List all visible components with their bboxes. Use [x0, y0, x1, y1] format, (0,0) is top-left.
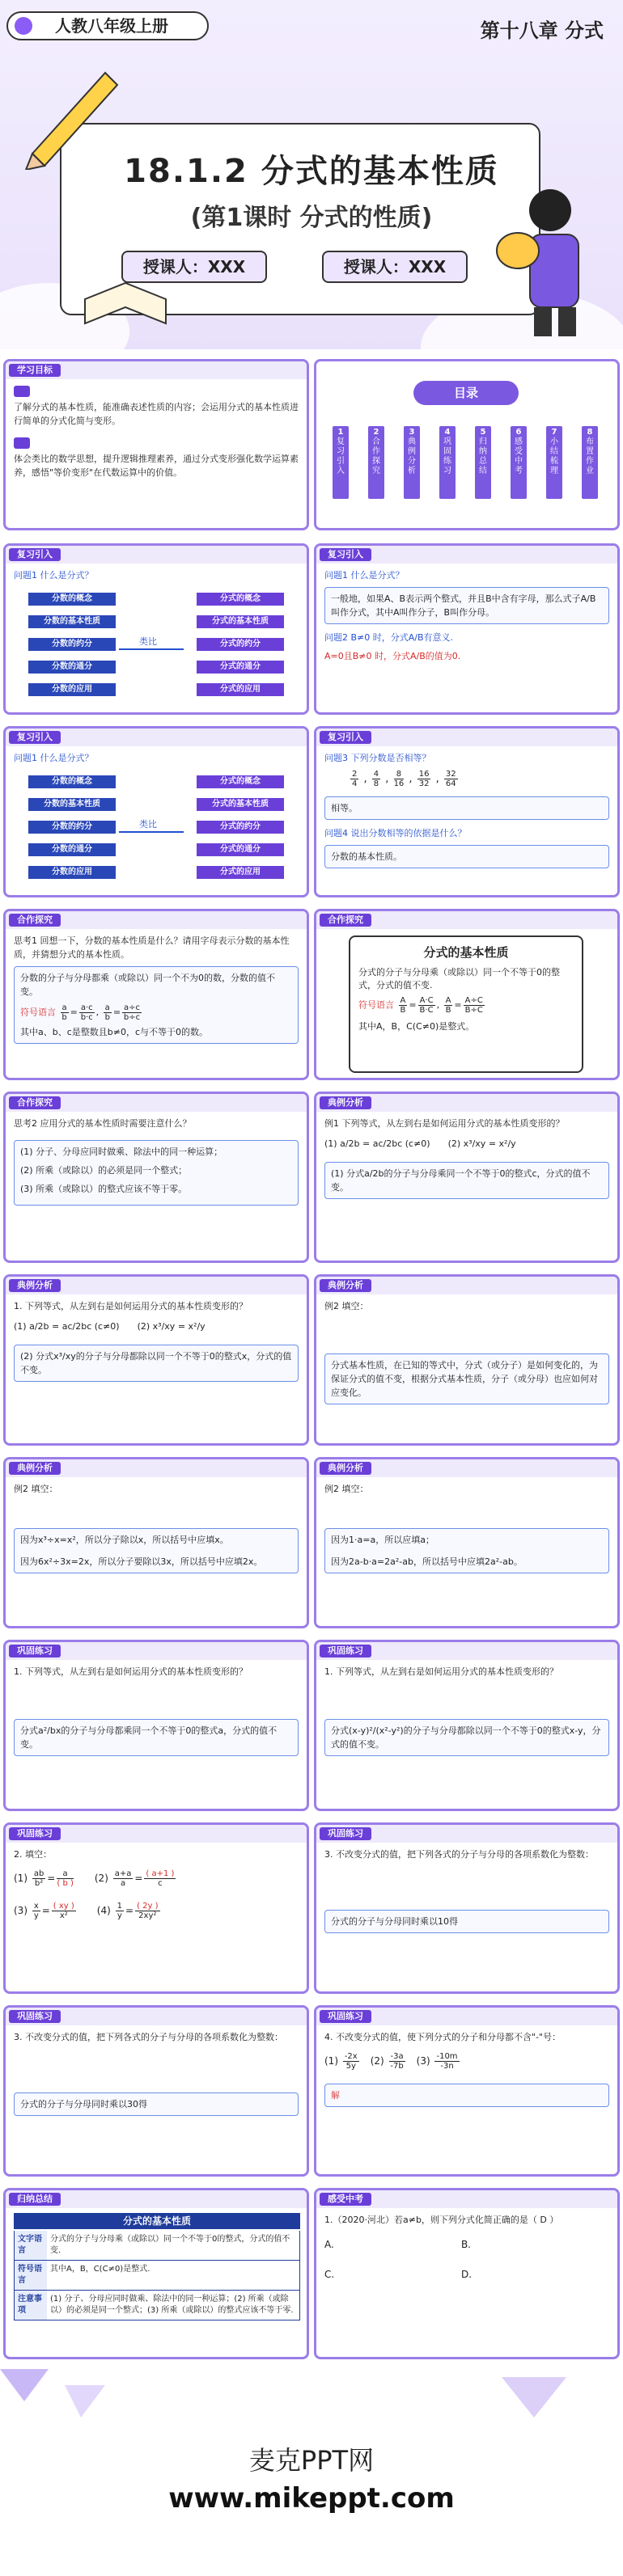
toc-title: [413, 381, 519, 405]
slide-example-3: [314, 1274, 620, 1446]
symbol-label: 符号语言: [20, 1007, 56, 1018]
toc-item[interactable]: 6 感 受 中 考: [511, 426, 527, 499]
chapter-label: 第十八章 分式: [480, 19, 604, 42]
example-question: 例2 填空：: [14, 1484, 58, 1494]
fraction: $\frac{( xy )}{\text{x²}}$: [53, 1902, 74, 1920]
lesson-subtitle: (第1课时 分式的性质): [190, 204, 433, 232]
summary-value: 其中A，B，C(C≠0)是整式.: [50, 2265, 150, 2274]
slide-example-5: [314, 1457, 620, 1628]
toc-title-text: 目录: [453, 386, 478, 400]
flow-box: 分数的应用: [28, 866, 116, 879]
flow-box: 分数的概念: [28, 775, 116, 788]
section-tag: 学习目标: [9, 364, 61, 377]
fraction: $\frac{x}{y}$: [33, 1902, 39, 1920]
section-tag: 巩固练习: [320, 2010, 371, 2023]
summary-row: [14, 2261, 300, 2291]
slide-review-1-right: [314, 543, 620, 715]
section-tag: 巩固练习: [9, 2010, 61, 2023]
slide-exam: [314, 2188, 620, 2359]
section-tag: 合作探究: [9, 914, 61, 927]
section-tag: 典例分析: [9, 1279, 61, 1292]
slide-example-4: [3, 1457, 309, 1628]
answer-4: [324, 845, 609, 868]
answer-4-text: 分数的基本性质。: [331, 851, 402, 862]
section-tag: 典例分析: [320, 1279, 371, 1292]
bullet-icon: [14, 386, 30, 397]
practice-question: 2. 填空：: [14, 1849, 52, 1860]
answer-4: 因为2a-b·a=2a²-ab，所以括号中应填2a²-ab。: [331, 1556, 523, 1567]
example-part-2: (2) x³/xy = x²/y: [137, 1321, 206, 1332]
slide-practice-4: [314, 1822, 620, 1994]
flow-box: 分式的通分: [197, 843, 284, 856]
brand-url[interactable]: www.mikeppt.com: [168, 2482, 455, 2515]
section-tag: 归纳总结: [9, 2193, 61, 2206]
lesson-title: 18.1.2 分式的基本性质: [124, 153, 499, 190]
slide-practice-6: [314, 2005, 620, 2177]
practice-question: 1. 下列等式，从左到右是如何运用分式的基本性质变形的？: [14, 1666, 248, 1677]
property-text: 分式的分子与分母乘（或除以）同一个不等于0的整式，分式的值不变.: [358, 967, 560, 990]
question-3: 问题3 下列分数是否相等？: [324, 753, 431, 763]
exam-option[interactable]: A.: [324, 2239, 334, 2250]
question-2: 问题2 B≠0 时，分式A/B有意义.: [324, 632, 454, 643]
summary-key: 符号语言: [15, 2261, 47, 2290]
section-tag: 巩固练习: [9, 1645, 61, 1658]
flow-box: 分数的约分: [28, 821, 116, 834]
flow-box: 分式的应用: [197, 866, 284, 879]
section-tag: 复习引入: [320, 731, 371, 744]
practice-answer: 分式a²/bx的分子与分母都乘同一个不等于0的整式a，分式的值不变。: [14, 1719, 299, 1756]
slide-review-2-right: [314, 726, 620, 897]
toc-item[interactable]: 2 合 作 探 究: [368, 426, 384, 499]
practice-answer: 分式的分子与分母同时乘以30得: [20, 2099, 147, 2109]
section-tag: 巩固练习: [320, 1645, 371, 1658]
section-tag: 复习引入: [9, 548, 61, 561]
example-question: 例2 填空：: [324, 1301, 369, 1311]
bullet-icon: [14, 437, 30, 449]
section-tag: 巩固练习: [320, 1827, 371, 1840]
analogy-label: 类比: [139, 636, 157, 647]
flow-box: 分数的概念: [28, 593, 116, 606]
arrow-icon: [119, 831, 184, 833]
fraction-row: $\frac{2}{4}$ , $\frac{4}{8}$ , $\frac{8}{16}$ , $\frac{16}{32}$ , $\frac{32}{64}$: [352, 770, 456, 788]
flow-box: 分数的通分: [28, 661, 116, 674]
section-tag: 复习引入: [9, 731, 61, 744]
flow-box: 分式的约分: [197, 821, 284, 834]
teacher-label-2: 授课人：XXX: [322, 251, 468, 283]
grade-label: 人教八年级上册: [55, 16, 168, 36]
fraction: $\frac{( a+1 )}{c}$: [146, 1869, 175, 1888]
exam-option[interactable]: C.: [324, 2269, 335, 2280]
practice-answer: 分式的分子与分母同时乘以10得: [331, 1916, 458, 1927]
property-title: 分式的基本性质: [423, 945, 509, 960]
goal-item-1: 了解分式的基本性质，能准确表述性质的内容；会运用分式的基本性质进行简单的分式化简与变形。: [14, 402, 299, 426]
summary-title: 分式的基本性质: [14, 2213, 300, 2229]
answer-1: 一般地，如果A、B表示两个整式，并且B中含有字母，那么式子A/B叫作分式，其中A叫作分子，B叫作分母。: [324, 587, 609, 624]
exam-option[interactable]: B.: [460, 2239, 471, 2250]
slide-summary: [3, 2188, 309, 2359]
example-answer: (2) 分式x³/xy的分子与分母都除以同一个不等于0的整式x，分式的值不变。: [14, 1345, 299, 1382]
practice-question: 4. 不改变分式的值，使下列分式的分子和分母都不含"-"号：: [324, 2032, 562, 2042]
fraction: $\frac{1}{y}$: [117, 1902, 122, 1920]
note-text: 其中a、b、c是整数且b≠0，c与不等于0的数。: [20, 1027, 209, 1037]
example-answer: (1) 分式a/2b的分子与分母乘同一个不等于0的整式c，分式的值不变。: [324, 1162, 609, 1199]
slide-review-2-left: [3, 726, 309, 897]
fraction-property-text: 分数的分子与分母都乘（或除以）同一个不为0的数，分数的值不变。: [20, 973, 275, 997]
grade-badge: [6, 11, 209, 40]
example-question: 例2 填空：: [324, 1484, 369, 1494]
fraction: $\frac{32}{64}$: [445, 770, 456, 788]
flow-box: 分式的约分: [197, 638, 284, 651]
think-question: 思考2 应用分式的基本性质时需要注意什么？: [14, 1118, 192, 1129]
note-item: (3) 所乘（或除以）的整式应该不等于零。: [20, 1184, 188, 1194]
summary-table: [14, 2231, 300, 2321]
fraction: $\frac{A\div C}{B\div C}$: [464, 996, 483, 1015]
summary-key: 文字语言: [15, 2231, 47, 2260]
analogy-label: 类比: [139, 819, 157, 830]
summary-row: [14, 2291, 300, 2321]
summary-key: 注意事项: [15, 2291, 47, 2320]
question-text: 问题1 什么是分式？: [14, 570, 94, 581]
slide-coop-3: [3, 1092, 309, 1263]
example-part-1: (1) a/2b = ac/2bc (c≠0): [14, 1321, 120, 1332]
flow-box: 分数的基本性质: [28, 615, 116, 628]
flow-box: 分数的约分: [28, 638, 116, 651]
practice-question: 3. 不改变分式的值，把下列各式的分子与分母的各项系数化为整数：: [14, 2032, 283, 2042]
flow-box: 分数的通分: [28, 843, 116, 856]
exam-options: [324, 2238, 609, 2298]
cover-slide: [0, 0, 623, 349]
fraction: $\frac{A\cdot C}{B\cdot C}$: [419, 996, 434, 1015]
fraction: $\frac{( 2y )}{\text{2xy²}}$: [137, 1902, 159, 1920]
think-question: 思考1 回想一下，分数的基本性质是什么？请用字母表示分数的基本性质，并猜想分式的基本性质。: [14, 935, 290, 960]
example-question: 例1 下列等式，从左到右是如何运用分式的基本性质变形的？: [324, 1118, 565, 1129]
section-tag: 复习引入: [320, 548, 371, 561]
fraction-list: (1) $\frac{-2x}{5y}$ (2) $\frac{-3a}{-7b}$ (3) $\frac{-10m}{-3n}$: [324, 2052, 458, 2071]
fraction: $\frac{8}{16}$: [393, 770, 405, 788]
fraction: $\frac{ab}{\text{b²}}$: [33, 1869, 44, 1888]
arrow-icon: [119, 648, 184, 650]
fraction: $\frac{4}{8}$: [373, 770, 379, 788]
slide-example-1: [314, 1092, 620, 1263]
toc-item[interactable]: 5 归 纳 总 结: [475, 426, 491, 499]
practice-answer: 分式(x-y)²/(x²-y²)的分子与分母都除以同一个不等于0的整式x-y，分式的值不变。: [324, 1719, 609, 1756]
flow-box: 分式的概念: [197, 775, 284, 788]
brand-name: 麦克PPT网: [248, 2445, 375, 2476]
summary-value: 分式的分子与分母乘（或除以）同一个不等于0的整式，分式的值不变.: [50, 2235, 290, 2255]
answer-3: [324, 796, 609, 820]
section-tag: 巩固练习: [9, 1827, 61, 1840]
toc-item[interactable]: 4 巩 固 练 习: [439, 426, 456, 499]
question-2b: A=0且B≠0 时，分式A/B的值为0.: [324, 651, 461, 661]
note-item: (2) 所乘（或除以）的必须是同一个整式；: [20, 1165, 188, 1176]
summary-value: (1) 分子、分母应同时做乘、除法中的同一种运算；(2) 所乘（或除以）的必须是同一个整式；(3) 所乘（或除以）的整式应该不等于零.: [50, 2295, 294, 2315]
fraction: $\frac{a\cdot c}{b\cdot c}$: [80, 1003, 93, 1022]
toc-item[interactable]: 3 典 例 分 析: [404, 426, 420, 499]
section-tag: 典例分析: [320, 1096, 371, 1109]
pencil-icon: [16, 57, 129, 170]
book-icon: [81, 267, 170, 332]
answer-3-text: 相等。: [331, 803, 358, 813]
summary-row: [14, 2231, 300, 2261]
flow-box: 分式的应用: [197, 683, 284, 696]
practice-question: 3. 不改变分式的值，把下列各式的分子与分母的各项系数化为整数：: [324, 1849, 594, 1860]
flow-box: 分式的概念: [197, 593, 284, 606]
exam-option[interactable]: D.: [460, 2269, 473, 2280]
practice-answer: 解: [331, 2090, 340, 2101]
flow-box: 分式的基本性质: [197, 798, 284, 811]
example-part-2: (2) x³/xy = x²/y: [447, 1138, 516, 1149]
section-tag: 合作探究: [9, 1096, 61, 1109]
slide-review-1-left: [3, 543, 309, 715]
toc-item[interactable]: 1 复 习 引 入: [333, 426, 349, 499]
symbol-label: 符号语言: [358, 999, 394, 1011]
property-card: 分式的基本性质 分式的分子与分母乘（或除以）同一个不等于0的整式，分式的值不变. 符号语言 $\frac{A}{B}$ = $\frac{A\cdot C}{B\cdot C}$ , $\frac{A}{B}$ = $\frac{A\div C}{B\div C}$ 其中A，B，C(C≠0)是整式。: [349, 935, 583, 1073]
slide-practice-2: [314, 1640, 620, 1811]
section-tag: 感受中考: [320, 2193, 371, 2206]
fraction: $\frac{2}{4}$: [352, 770, 358, 788]
decoration-icon: [0, 2369, 623, 2442]
flow-box: 分式的基本性质: [197, 615, 284, 628]
slide-toc: [314, 359, 620, 530]
slide-coop-1: 合作探究 思考1 回想一下，分数的基本性质是什么？请用字母表示分数的基本性质，并猜想分式的基本性质。 分数的分子与分母都乘（或除以）同一个不为0的数，分数的值不变。 符号语言 $\frac{a}{b}$ = $\frac{a\cdot c}{b\cdot c}$ , $\frac{a}{b}$ = $\frac{a\div c}{b\div c}$ 其中a、b、c是整数且b≠0，c与不等于0的数。: [3, 909, 309, 1080]
fraction: $\frac{A}{B}$: [400, 996, 406, 1015]
goal-item-2: 体会类比的数学思想，提升逻辑推理素养，通过分式变形强化数学运算素养，感悟"等价变形"在代数运算中的价值。: [14, 454, 299, 478]
practice-question: 1. 下列等式，从左到右是如何运用分式的基本性质变形的？: [324, 1666, 558, 1677]
answer-3: 因为1·a=a，所以应填a；: [331, 1535, 434, 1545]
fill-blank-list: (1) $\frac{ab}{\text{b²}}$ = $\frac{a}{( b )}$ (2) $\frac{a+a}{a}$ = $\frac{( a+1 )}{c}$ (3) $\frac{x}{y}$ = $\frac{( xy )}{\text{x²}}$ (4) $\frac{1}{y}$ = $\frac{( 2y )}{\text{2xy²}}$: [14, 1869, 175, 1920]
toc-item[interactable]: 8 布 置 作 业: [582, 426, 598, 499]
example-part-1: (1) a/2b = ac/2bc (c≠0): [324, 1138, 430, 1149]
slide-practice-5: [3, 2005, 309, 2177]
section-tag: 合作探究: [320, 914, 371, 927]
question-1: 问题1 什么是分式？: [324, 570, 405, 581]
slide-coop-2: [314, 909, 620, 1080]
flow-box: 分式的通分: [197, 661, 284, 674]
example-analysis: 分式基本性质，在已知的等式中，分式（或分子）是如何变化的，为保证分式的值不变，根据分式基本性质，分子（或分母）也应如何对应变化。: [324, 1353, 609, 1404]
fraction: $\frac{a\div c}{b\div c}$: [123, 1003, 141, 1022]
section-tag: 典例分析: [320, 1462, 371, 1475]
dot-icon: [15, 17, 32, 35]
note-item: (1) 分子、分母应同时做乘、除法中的同一种运算；: [20, 1147, 223, 1157]
slide-practice-1: [3, 1640, 309, 1811]
fraction: $\frac{a+a}{a}$: [114, 1869, 132, 1888]
slide-example-2: [3, 1274, 309, 1446]
fraction: $\frac{a}{b}$: [61, 1003, 67, 1022]
example-question: 1. 下列等式，从左到右是如何运用分式的基本性质变形的？: [14, 1301, 248, 1311]
fraction: $\frac{A}{B}$: [445, 996, 451, 1015]
flow-box: 分数的基本性质: [28, 798, 116, 811]
answer-2: 因为6x²÷3x=2x，所以分子要除以3x，所以括号中应填2x。: [20, 1556, 263, 1567]
fraction: $\frac{a}{b}$: [104, 1003, 110, 1022]
question-4: 问题4 说出分数相等的依据是什么？: [324, 828, 467, 838]
exam-question: 1.（2020·河北）若a≠b，则下列分式化简正确的是（ D ）: [324, 2215, 559, 2225]
answer-1: 因为x³÷x=x²，所以分子除以x，所以括号中应填x。: [20, 1535, 229, 1545]
question-text: 问题1 什么是分式？: [14, 753, 94, 763]
section-tag: 典例分析: [9, 1462, 61, 1475]
notes-box: [14, 1140, 299, 1206]
fraction: $\frac{a}{( b )}$: [57, 1869, 74, 1888]
note-text: 其中A，B，C(C≠0)是整式。: [358, 1021, 475, 1032]
slide-goals: [3, 359, 309, 530]
teacher-label-1: 授课人：XXX: [121, 251, 267, 283]
toc-item[interactable]: 7 小 结 梳 理: [546, 426, 562, 499]
student-illustration-icon: [485, 178, 615, 340]
flow-box: 分数的应用: [28, 683, 116, 696]
slide-practice-3: [3, 1822, 309, 1994]
fraction: $\frac{16}{32}$: [418, 770, 430, 788]
